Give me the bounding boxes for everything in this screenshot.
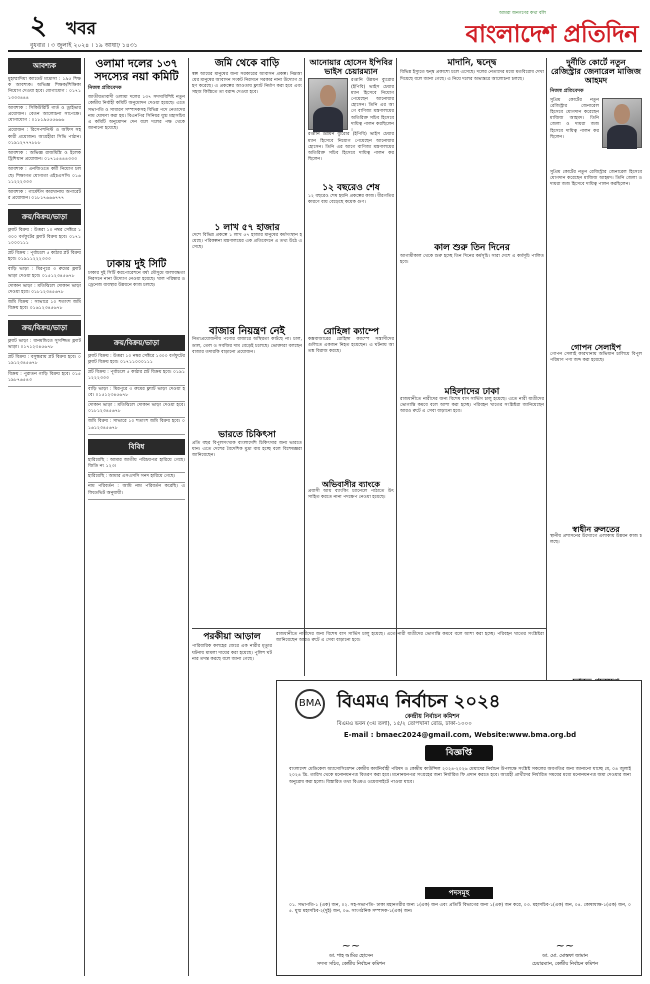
- headline: ওলামা দলের ১৩৭ সদস্যের নয়া কমিটি: [94, 57, 179, 83]
- classified-item: ফ্ল্যাট বিক্রয় : উত্তরা ১০ নম্বর সেক্টরে ১৩০০ বর্গফুটের ফ্ল্যাট বিক্রয় হবে। ০১৭১১০০০১১১: [88, 353, 185, 369]
- column-2: [88, 58, 185, 976]
- classified-item: আবশ্যক : গার্মেন্টস কারখানায় অপারেটর প্রয়োজন। ০১৮১৭৬৬৬৭৭৭: [8, 189, 81, 205]
- article-body: পারিবারিক কলহের জেরে এক নারীর মৃত্যুর ঘটনায় মামলা দায়ের করা হয়েছে। পুলিশ ঘটনার তদন্ত করছে বলে জানা গেছে।: [192, 644, 272, 662]
- classified-item: প্লট বিক্রয় : পূর্বাচলে ৫ কাঠার প্লট বিক্রয় হবে। ০১৯১১২২২৩৩৩: [8, 250, 81, 266]
- classifieds-column: [8, 58, 81, 976]
- classified-item: ফ্ল্যাট বিক্রয় : উত্তরা ১০ নম্বর সেক্টরে ১৩০০ বর্গফুটের ফ্ল্যাট বিক্রয় হবে। ০১৭১১০০০১১১: [8, 227, 81, 250]
- article-body: স্বল্প আয়ের মানুষের জন্য সরকারের আবাসন প্রকল্প। নিম্নআয়ের মানুষের আবাসন সংকট নিরসনে সরকার নানা উদ্যোগ গ্রহণ করেছে। এ প্রকল্পের আওতায় ফ্ল্যাট নির্মাণ করা হবে এবং সহজ কিস্তিতে তা বরাদ্দ দেওয়া হবে।: [192, 71, 303, 96]
- headline: বাজার নিয়ন্ত্রণ নেই: [209, 325, 285, 337]
- posts-heading: পদসমূহ: [425, 887, 493, 899]
- signatory-name-1: ডা. শাহ আমির হোসেন: [329, 954, 373, 959]
- article-body: দেশে বিভিন্ন প্রকল্পে ১ লাখ ৫৭ হাজার মানুষের কর্মসংস্থান হয়েছে। পরিকল্পনা মন্ত্রণালয়ের এক প্রতিবেদনে এ তথ্য উঠে এসেছে।: [192, 232, 302, 251]
- logo-text: বাংলাদেশ প্রতিদিন: [465, 19, 638, 48]
- headline: স্বাধীন রুলতের: [572, 523, 620, 534]
- classifieds-heading-3: ক্রয়/বিক্রয়/ভাড়া: [8, 320, 81, 336]
- page-number: ২: [30, 11, 47, 41]
- classified-item: দোকান ভাড়া : মতিঝিলে দোকান ভাড়া দেওয়া হবে। ০১৮১২৩৪৫৬৭৮: [8, 283, 81, 299]
- headline: রোহিঙ্গা ক্যাম্পে: [323, 326, 379, 337]
- headline: ১২ বছরেও শেষ: [322, 183, 380, 194]
- classified-item: বাড়ি ভাড়া : মিরপুরে ৩ রুমের ফ্ল্যাট ভাড়া দেওয়া হবে। ০১৫১২৩৪৫৬৭৮: [88, 386, 185, 402]
- headline: গোপন সেলাইপ: [570, 341, 622, 352]
- headline: দুর্নীতি কোর্টে নতুন রেজিস্ট্রার জেনারেল মাজিজ আহমদ: [551, 57, 641, 86]
- article-body: রপ্তানি উন্নয়ন ব্যুরোর (ইপিবি) ভাইস চেয়ারম্যান হিসেবে নিয়োগ পেয়েছেন আনোয়ার হোসেন। তিনি এর আগে বাণিজ্য মন্ত্রণালয়ের অতিরিক্ত সচিব হিসেবে দায়িত্ব পালন করছিলেন।: [351, 78, 394, 133]
- headline: অভিবাসীর ব্যাংকে: [321, 479, 381, 490]
- notice-badge: বিজ্ঞপ্তি: [425, 745, 493, 761]
- ad-title: বিএমএ নির্বাচন ২০২৪: [337, 691, 501, 712]
- signature-block-1: [291, 939, 411, 969]
- classified-item: আবশ্যক : এনজিওতে কর্মী নিয়োগ চলছে। শিক্ষাগত যোগ্যতা এইচএসসি। ০১৬১১২২২৩৩৩: [8, 166, 81, 189]
- article-body: রাজধানীতে নারীদের জন্য বিশেষ বাস সার্ভিস চালু হয়েছে। এতে নারী যাত্রীদের ভোগান্তি কমবে বলে আশা করা হচ্ছে। পরিবহন খাতের সংশ্লিষ্টরা জানিয়েছেন আরও রুটে এ সেবা বাড়ানো হবে।: [400, 397, 544, 415]
- classified-item: বাড়ি ভাড়া : মিরপুরে ৩ রুমের ফ্ল্যাট ভাড়া দেওয়া হবে। ০১৫১২৩৪৫৬৭৮: [8, 266, 81, 282]
- article-body: কক্সবাজারের রোহিঙ্গা ক্যাম্পে সন্ত্রাসীদের গুলিতে একজন নিহত হয়েছেন। এ ঘটনায় আতঙ্ক বিরাজ করছে।: [308, 337, 394, 355]
- classified-item: আবশ্যক : অভিজ্ঞ রাজমিস্ত্রি ও ইলেকট্রিশিয়ান প্রয়োজন। ০১৭১৫৪৪৪৩৩৩: [8, 150, 81, 166]
- headline: মাদানি, দ্বন্দ্বে: [447, 58, 497, 68]
- column-3: [192, 58, 302, 676]
- classifieds-heading-2: ক্রয়/বিক্রয়/ভাড়া: [8, 209, 81, 225]
- article-body: সুপ্রিম কোর্টের নতুন রেজিস্ট্রার জেনারেল হিসেবে যোগদান করেছেন মাজিজ আহমদ। তিনি জেলা ও দায়রা জজ হিসেবে দায়িত্ব পালন করছিলেন।: [550, 97, 599, 140]
- article-body: ১২ বছরেও শেষ হয়নি প্রকল্পের কাজ। ধীরগতির কারণে ব্যয় বেড়েছে কয়েক গুণ।: [308, 193, 394, 205]
- classified-item: প্রয়োজন : রিসেপশনিস্ট ও অফিস সহকারী প্রয়োজন। আগ্রহীরা সিভি পাঠান। ০১৯১২৭৭৭৮৮৮: [8, 127, 81, 150]
- classifieds-heading: আবশ্যক: [8, 58, 81, 74]
- posts-list: ০১. সভাপতি-১ (এক) জন, ০২. সহ-সভাপতি- ঢাকা মহানগরীর জন্য ১(এক) জন এবং প্রতিটি বিভাগের জন্য ১(এক) জন করে, ০৩. মহাসচিব-১(এক) জন, ০৪. কোষাধ্যক্ষ-১(এক) জন, ০৫. যুগ্ম মহাসচিব-২(দুই) জন, ০৬. সাংগঠনিক সম্পাদক-১(এক) জন।: [289, 903, 631, 915]
- classified-item: ফ্ল্যাট ভাড়া : ধানমন্ডিতে সুসজ্জিত ফ্ল্যাট ভাড়া। ০১৭১২৩৪৫৬৭৮: [8, 338, 81, 354]
- article-body: আগামীকাল থেকে শুরু হচ্ছে তিন দিনের কর্মসূচি। সারা দেশে এ কর্মসূচি পালিত হবে।: [400, 253, 544, 265]
- dateline: বুধবার । ৩ জুলাই ২০২৪ । ১৯ আষাঢ় ১৪৩১: [30, 42, 138, 49]
- section-name: খবর: [66, 19, 96, 39]
- signature-block-2: [505, 939, 625, 969]
- article-body: প্রতি বছর বিপুলসংখ্যক বাংলাদেশি চিকিৎসার জন্য ভারতে যান। এতে দেশের বৈদেশিক মুদ্রা ব্যয় হচ্ছে বলে বিশেষজ্ঞরা জানিয়েছেন।: [192, 440, 302, 459]
- classified-item: নাম পরিবর্তন : আমি নাম পরিবর্তন করেছি। এফিডেভিট অনুযায়ী।: [88, 483, 185, 499]
- article-body: রাজধানীতে নারীদের জন্য বিশেষ বাস সার্ভিস চালু হয়েছে। এতে নারী যাত্রীদের ভোগান্তি কমবে বলে আশা করা হচ্ছে। পরিবহন খাতের সংশ্লিষ্টরা জানিয়েছেন আরও রুটে এ সেবা বাড়ানো হবে।: [276, 632, 544, 644]
- ad-email-website: E-mail : bmaec2024@gmail.com, Website:www.bma.org.bd: [343, 731, 577, 739]
- ad-address: বিএমএ ভবন (৩য় তলা), ১৫/২ তোপখানা রোড, ঢাকা-১০০০: [337, 721, 472, 727]
- article-body: গোপন সেলাই কারখানায় অভিযান চালিয়ে বিপুল পরিমাণ পণ্য জব্দ করা হয়েছে।: [550, 351, 642, 363]
- misc-list: [88, 457, 185, 500]
- portrait-photo: [602, 98, 642, 148]
- classifieds-list-2: [8, 227, 81, 315]
- byline: নিজস্ব প্রতিবেদক: [88, 85, 122, 92]
- classifieds-list-3: [8, 338, 81, 387]
- headline: পরকীয়া আড়াল: [203, 632, 261, 642]
- classified-item: জমি বিক্রয় : সাভারে ১০ শতাংশ জমি বিক্রয় হবে। ০১৬১২৩৪৫৬৭৮: [8, 299, 81, 315]
- signatory-title-1: সদস্য সচিব, কেন্দ্রীয় নির্বাচন কমিশন: [317, 962, 385, 967]
- classifieds-list: [88, 353, 185, 435]
- article-body: নিত্যপ্রয়োজনীয় পণ্যের বাজারে অস্থিরতা কাটছে না। চাল, ডাল, তেল ও সবজির দাম বেড়েই চলেছে। ভোক্তারা বলছেন বাজার তদারকি বাড়ানো প্রয়োজন।: [192, 337, 302, 355]
- logo-tagline: আমরা জনগণের কথা বলি: [499, 11, 546, 16]
- newspaper-page: [8, 8, 642, 976]
- bma-logo: BMA: [295, 689, 325, 719]
- classified-item: প্লট বিক্রয় : বসুন্ধরায় প্লট বিক্রয় হবে। ০১৯১২৩৪৫৬৭৮: [8, 354, 81, 370]
- signature-2: ~~: [555, 939, 575, 952]
- article-body: সুপ্রিম কোর্টের নতুন রেজিস্ট্রার জেনারেল হিসেবে যোগদান করেছেন মাজিজ আহমদ। তিনি জেলা ও দায়রা জজ হিসেবে দায়িত্ব পালন করছিলেন।: [550, 169, 642, 187]
- headline: ভারতে চিকিৎসা: [218, 430, 276, 441]
- classified-item: হারিয়েছি : আমার জাতীয় পরিচয়পত্র হারিয়ে গেছে। জিডি নং ১২৩।: [88, 457, 185, 473]
- signature-1: ~~: [341, 939, 361, 952]
- ad-subtitle: কেন্দ্রীয় নির্বাচন কমিশন: [405, 713, 460, 720]
- column-5: [400, 58, 544, 676]
- strip-above-ad: [276, 632, 544, 676]
- newspaper-logo: [418, 10, 638, 46]
- article-body: স্থানীয় প্রশাসনের উদ্যোগে এলাকায় উন্নয়ন কাজ চলছে।: [550, 533, 642, 546]
- article-body: প্রবাসী আয় ব্যাংকিং চ্যানেলে পাঠাতে উৎসাহিত করতে নানা পদক্ষেপ নেওয়া হয়েছে।: [308, 489, 394, 501]
- classified-item: হারিয়েছি : আমার এসএসসি সনদ হারিয়ে গেছে।: [88, 473, 185, 483]
- masthead: [8, 8, 642, 52]
- article-body: ঢাকার দুই সিটি করপোরেশনে বর্ষা মৌসুমে জলাবদ্ধতা নিরসনে নানা উদ্যোগ নেওয়া হয়েছে। খাল পরিষ্কার ও ড্রেনেজ ব্যবস্থার উন্নয়নে কাজ চলছে।: [88, 270, 185, 289]
- classifieds-heading: ক্রয়/বিক্রয়/ভাড়া: [88, 335, 185, 351]
- article-body: রপ্তানি উন্নয়ন ব্যুরোর (ইপিবি) ভাইস চেয়ারম্যান হিসেবে নিয়োগ পেয়েছেন আনোয়ার হোসেন। তিনি এর আগে বাণিজ্য মন্ত্রণালয়ের অতিরিক্ত সচিব হিসেবে দায়িত্ব পালন করছিলেন।: [308, 132, 394, 163]
- headline: আনোয়ার হোসেন ইপিবির ভাইস চেয়ারম্যান: [309, 57, 393, 77]
- article-body: জাতীয়তাবাদী ওলামা দলের ১৩৭ সদস্যবিশিষ্ট নতুন কেন্দ্রীয় নির্বাহী কমিটি অনুমোদন দেওয়া হয়েছে। এতে সভাপতি ও সাধারণ সম্পাদকসহ বিভিন্ন পদে নেতাদের নাম ঘোষণা করা হয়। বিএনপির সিনিয়র যুগ্ম মহাসচিব এ কমিটি অনুমোদন দেন বলে দলের পক্ষ থেকে জানানো হয়েছে।: [88, 95, 185, 132]
- classified-item: বিক্রয় : পুরাতন গাড়ি বিক্রয় হবে। ০১৫১৯৮৭৬৫৪৩: [8, 371, 81, 387]
- classified-item: প্লট বিক্রয় : পূর্বাচলে ৫ কাঠার প্লট বিক্রয় হবে। ০১৯১১২২২৩৩৩: [88, 369, 185, 385]
- classifieds-list: [8, 76, 81, 205]
- signatory-title-2: চেয়ারম্যান, কেন্দ্রীয় নির্বাচন কমিশন: [531, 962, 599, 967]
- classified-item: দোকান ভাড়া : মতিঝিলে দোকান ভাড়া দেওয়া হবে। ০১৮১২৩৪৫৬৭৮: [88, 402, 185, 418]
- column-3-lower: [192, 632, 272, 976]
- bma-election-ad: [276, 680, 642, 976]
- headline: কাল শুরু তিন দিনের: [434, 243, 510, 254]
- signatory-name-2: ডা. মো. মোস্তফা জামান: [542, 954, 588, 959]
- headline: ঢাকায় দুই সিটি: [106, 259, 167, 271]
- byline: নিজস্ব প্রতিবেদক: [550, 87, 584, 94]
- ad-body: বাংলাদেশ মেডিকেল অ্যাসোসিয়েশন কেন্দ্রীয় কার্যনির্বাহী পরিষদ ও কেন্দ্রীয় কাউন্সিল ২০২৪-২০২৬ মেয়াদের নির্বাচন উপলক্ষে সংশ্লিষ্ট সকলের অবগতির জন্য জানানো যাচ্ছে যে, ০৪ জুলাই ২০২৪ খ্রি. তারিখ থেকে মনোনয়নপত্র বিতরণ করা হবে। মনোনয়নপত্র সংগ্রহের জন্য নির্ধারিত ফি প্রদান করতে হবে। আগ্রহী প্রার্থীদের নির্ধারিত সময়ের মধ্যে মনোনয়নপত্র জমা দেওয়ার জন্য অনুরোধ করা হলো। বিস্তারিত তথ্য বিএমএ ওয়েবসাইটে পাওয়া যাবে।: [289, 767, 631, 785]
- misc-heading: বিবিধ: [88, 439, 185, 455]
- portrait-photo: [308, 78, 348, 130]
- classified-item: জমি বিক্রয় : সাভারে ১০ শতাংশ জমি বিক্রয় হবে। ০১৬১২৩৪৫৬৭৮: [88, 418, 185, 434]
- headline: ১ লাখ ৫৭ হাজার: [214, 222, 280, 233]
- classified-item: আবশ্যক : সিকিউরিটি গার্ড ও ড্রাইভার প্রয়োজন। বেতন আলোচনা সাপেক্ষে। যোগাযোগ : ০১৮১৯৫৫৫৬৬৬: [8, 105, 81, 128]
- headline: মহিলাদের ঢাকা: [444, 386, 500, 397]
- classified-item: মুহাম্মাদিয়া ক্যাডেট মাদ্রাসা : ১৯৫ শিক্ষক আবশ্যক। অভিজ্ঞ শিক্ষক/শিক্ষিকা নিয়োগ দেওয়া হবে। যোগাযোগ : ০১৭১১৩৩৩৪৪৪: [8, 76, 81, 105]
- column-4: [308, 58, 394, 676]
- headline: জমি থেকে বাড়ি: [214, 58, 280, 69]
- article-body: বিভিন্ন ইস্যুতে দ্বন্দ্ব প্রকাশ্যে চলে এসেছে। দলের নেতাদের মধ্যে মতবিরোধ দেখা দিয়েছে বলে জানা গেছে। এ নিয়ে দলের অভ্যন্তরে আলোচনা চলছে।: [400, 70, 544, 82]
